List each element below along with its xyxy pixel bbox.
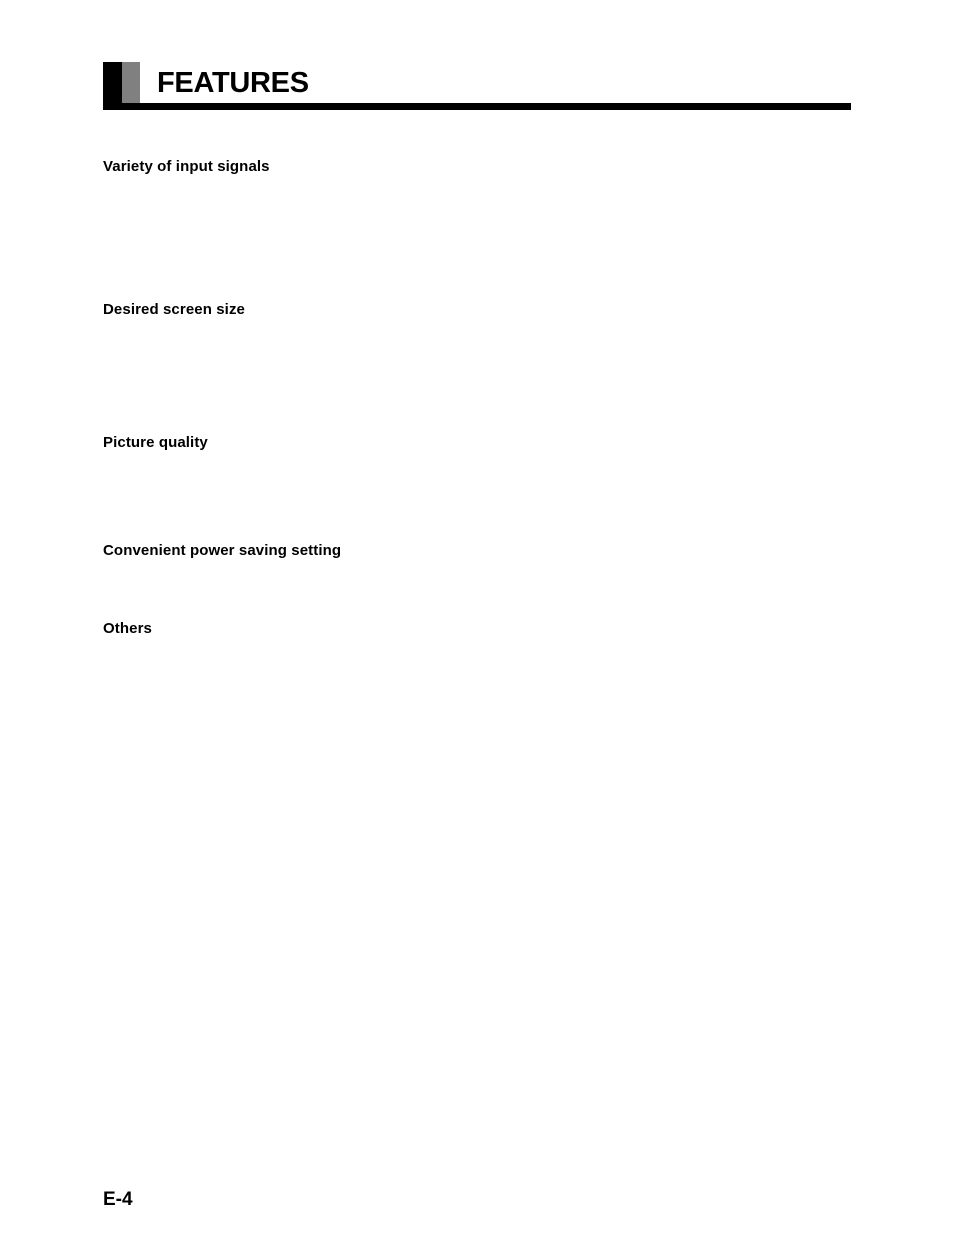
header-rule <box>103 103 851 110</box>
page-title: FEATURES <box>157 67 309 99</box>
section-heading-input-signals: Variety of input signals <box>103 158 270 175</box>
section-heading-screen-size: Desired screen size <box>103 301 245 318</box>
page-header <box>103 62 851 111</box>
page-number: E-4 <box>103 1189 133 1210</box>
section-heading-others: Others <box>103 620 152 637</box>
header-marker-gray <box>122 62 140 104</box>
section-heading-power-saving: Convenient power saving setting <box>103 542 342 559</box>
section-heading-picture-quality: Picture quality <box>103 434 208 451</box>
